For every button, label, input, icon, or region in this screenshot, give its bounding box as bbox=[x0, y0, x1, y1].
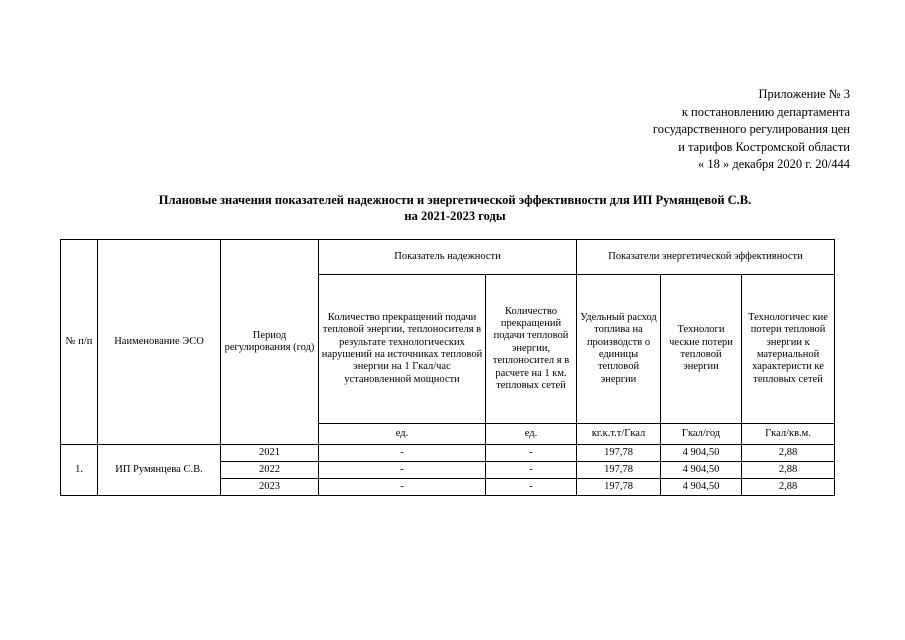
unit-cell: Гкал/кв.м. bbox=[742, 424, 835, 445]
org-name-cell: ИП Румянцева С.В. bbox=[98, 445, 221, 496]
document-title-line1: Плановые значения показателей надежности и энергетической эффективности для ИП Румянцевой С.В. bbox=[158, 193, 752, 207]
indicators-table bbox=[60, 239, 835, 496]
header-interruptions-networks: Количество прекращений подачи тепловой энергии, теплоносител я в расчете на 1 км. тепловых сетей bbox=[486, 275, 577, 424]
data-cell: - bbox=[486, 462, 577, 479]
header-tech-losses: Технологи ческие потери тепловой энергии bbox=[661, 275, 742, 424]
data-cell: 4 904,50 bbox=[661, 445, 742, 462]
year-cell: 2022 bbox=[221, 462, 319, 479]
unit-cell: кг.к.т.т/Гкал bbox=[577, 424, 661, 445]
org-num-cell: 1. bbox=[61, 445, 98, 496]
year-cell: 2023 bbox=[221, 479, 319, 496]
appendix-line: « 18 » декабря 2020 г. 20/444 bbox=[697, 157, 850, 171]
header-period: Период регулирования (год) bbox=[221, 240, 319, 445]
data-cell: 2,88 bbox=[742, 479, 835, 496]
table-header-row bbox=[61, 240, 835, 275]
unit-cell: ед. bbox=[319, 424, 486, 445]
data-cell: - bbox=[319, 462, 486, 479]
header-efficiency-group: Показатели энергетической эффективности bbox=[577, 240, 835, 275]
unit-cell: Гкал/год bbox=[661, 424, 742, 445]
appendix-line: государственного регулирования цен bbox=[652, 122, 850, 136]
unit-cell: ед. bbox=[486, 424, 577, 445]
data-cell: 197,78 bbox=[577, 445, 661, 462]
data-cell: 2,88 bbox=[742, 445, 835, 462]
appendix-line: и тарифов Костромской области bbox=[678, 139, 850, 154]
data-cell: 2,88 bbox=[742, 462, 835, 479]
year-cell: 2021 bbox=[221, 445, 319, 462]
data-cell: 197,78 bbox=[577, 479, 661, 496]
document-title-line2: на 2021-2023 годы bbox=[404, 209, 506, 223]
data-cell: - bbox=[319, 479, 486, 496]
header-interruptions-sources: Количество прекращений подачи тепловой энергии, теплоносителя в результате технологических нарушений на источниках тепловой энергии на 1 Гкал/час установленной мощности bbox=[319, 275, 486, 424]
header-num: № п/п bbox=[61, 240, 98, 445]
data-cell: 197,78 bbox=[577, 462, 661, 479]
appendix-line: к постановлению департамента bbox=[681, 104, 850, 119]
header-name: Наименование ЭСО bbox=[98, 240, 221, 445]
header-fuel-consumption: Удельный расход топлива на производств о единицы тепловой энергии bbox=[577, 275, 661, 424]
header-tech-losses-char: Технологичес кие потери тепловой энергии к материальной характеристи ке тепловых сетей bbox=[742, 275, 835, 424]
table-row bbox=[61, 445, 835, 462]
data-cell: - bbox=[486, 445, 577, 462]
header-reliability-group: Показатель надежности bbox=[319, 240, 577, 275]
appendix-line: Приложение № 3 bbox=[758, 87, 850, 101]
data-cell: 4 904,50 bbox=[661, 479, 742, 496]
data-cell: 4 904,50 bbox=[661, 462, 742, 479]
data-cell: - bbox=[486, 479, 577, 496]
document-title bbox=[40, 192, 870, 224]
data-cell: - bbox=[319, 445, 486, 462]
appendix-block bbox=[560, 86, 850, 174]
